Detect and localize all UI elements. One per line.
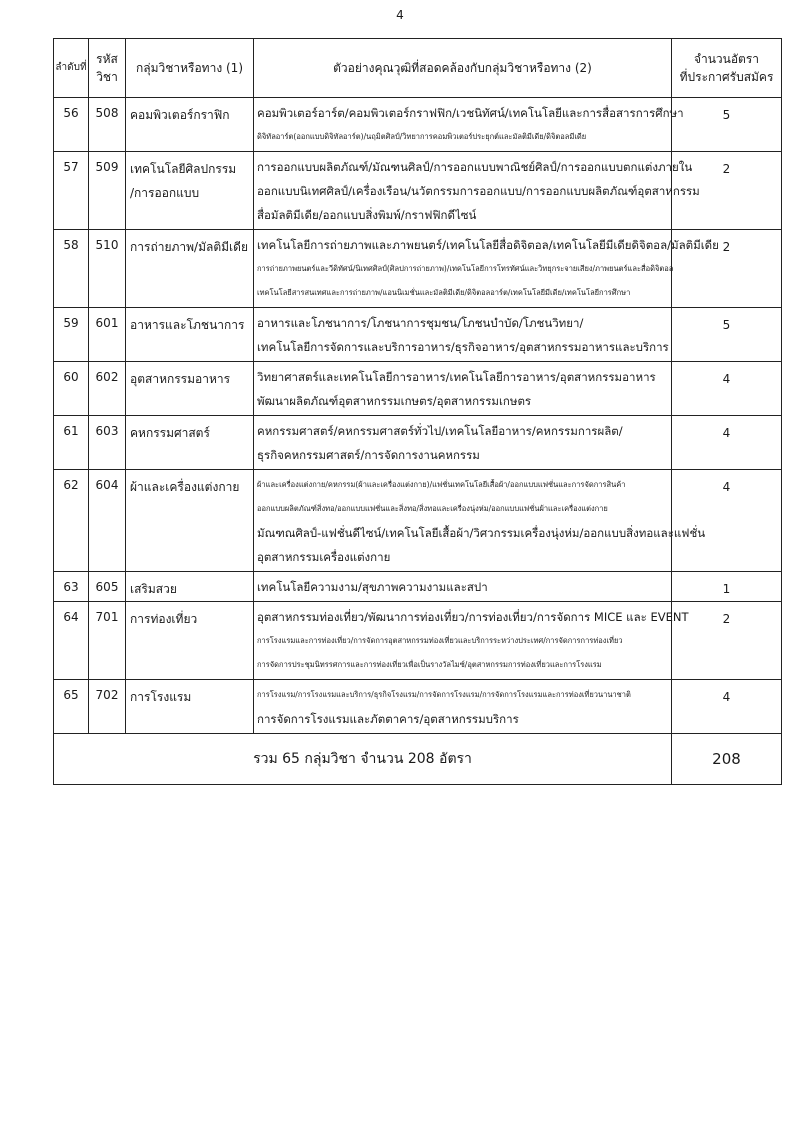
group-line: การท่องเที่ยว [130,612,198,626]
row-count: 2 [672,230,782,308]
table-row [54,416,782,470]
header-qualifications: ตัวอย่างคุณวุฒิที่สอดคล้องกับกลุ่มวิชาหรือทาง (2) [254,39,672,98]
group-line: อุตสาหกรรมอาหาร [130,372,231,386]
row-count: 2 [672,602,782,680]
qualification-line: เทคโนโลยีการถ่ายภาพและภาพยนตร์/เทคโนโลยีสื่อดิจิตอล/เทคโนโลยีมีเดียดิจิตอล/มัลติมีเดีย [257,238,719,252]
row-group [126,308,254,362]
row-code: 510 [89,230,126,308]
row-qualifications [254,602,689,680]
row-count: 2 [672,152,782,230]
row-code: 602 [89,362,126,416]
qualification-line: ธุรกิจคหกรรมศาสตร์/การจัดการงานคหกรรม [257,448,480,462]
qualification-line: คหกรรมศาสตร์/คหกรรมศาสตร์ทั่วไป/เทคโนโลยีอาหาร/คหกรรมการผลิต/ [257,424,623,438]
table-row [54,470,782,572]
row-order: 57 [54,152,89,230]
qualification-line: ออกแบบผลิตภัณฑ์สิ่งทอ/ออกแบบแฟชั่นและสิ่งทอ/สิ่งทอและเครื่องนุ่งห่ม/ออกแบบแฟชั่นผ้าและเครื่องแต่งกาย [257,504,608,513]
qualification-line: มัณฑณศิลป์-แฟชั่นดีไซน์/เทคโนโลยีเสื้อผ้า/วิศวกรรมเครื่องนุ่งห่ม/ออกแบบสิ่งทอและแฟชั่น [257,526,706,540]
qualification-line: ออกแบบนิเทศศิลป์/เครื่องเรือน/นวัตกรรมการออกแบบ/การออกแบบผลิตภัณฑ์อุตสาหกรรม [257,184,700,198]
row-code: 508 [89,98,126,152]
row-group [126,470,254,572]
row-group [126,152,254,230]
row-group [126,602,254,680]
qualification-line: การถ่ายภาพยนตร์และวีดิทัศน์/นิเทศศิลป์(ศิลปการถ่ายภาพ)/เทคโนโลยีการโทรทัศน์และวิทยุกระจายเสียง/ภาพยนตร์และสื่อดิจิตอล [257,264,674,273]
row-count: 4 [672,416,782,470]
row-code: 603 [89,416,126,470]
group-line: ผ้าและเครื่องแต่งกาย [130,480,240,494]
qualification-line: วิทยาศาสตร์และเทคโนโลยีการอาหาร/เทคโนโลยีการอาหาร/อุตสาหกรรมอาหาร [257,370,656,384]
row-code: 509 [89,152,126,230]
row-group [126,362,254,416]
row-order: 64 [54,602,89,680]
row-qualifications [254,680,672,734]
qualification-line: การจัดการโรงแรมและภัตตาคาร/อุตสาหกรรมบริการ [257,712,519,726]
row-order: 60 [54,362,89,416]
total-row [54,734,782,785]
row-group [126,230,254,308]
qualification-line: การโรงแรม/การโรงแรมและบริการ/ธุรกิจโรงแรม/การจัดการโรงแรม/การจัดการโรงแรมและการท่องเที่ยวนานาชาติ [257,690,631,699]
group-line: การโรงแรม [130,690,192,704]
total-label: รวม 65 กลุ่มวิชา จำนวน 208 อัตรา [54,734,672,785]
header-group: กลุ่มวิชาหรือทาง (1) [126,39,254,98]
table-row [54,362,782,416]
row-count: 4 [672,362,782,416]
table-row [54,98,782,152]
row-order: 58 [54,230,89,308]
qualification-line: เทคโนโลยีการจัดการและบริการอาหาร/ธุรกิจอาหาร/อุตสาหกรรมอาหารและบริการ [257,340,669,354]
page-number: 4 [396,8,404,22]
qualification-line: เทคโนโลยีความงาม/สุขภาพความงามและสปา [257,580,488,594]
row-group [126,572,254,602]
row-order: 59 [54,308,89,362]
row-qualifications [254,362,672,416]
row-count: 4 [672,470,782,572]
qualification-line: สื่อมัลติมีเดีย/ออกแบบสิ่งพิมพ์/กราฟฟิกดีไซน์ [257,208,477,222]
row-group [126,416,254,470]
qualification-line: ผ้าและเครื่องแต่งกาย/คหกรรม(ผ้าและเครื่องแต่งกาย)/แฟชั่นเทคโนโลยีเสื้อผ้า/ออกแบบแฟชั่นและการจัดการสินค้า [257,480,626,489]
row-qualifications [254,152,700,230]
table-row [54,308,782,362]
row-code: 601 [89,308,126,362]
row-qualifications [254,416,672,470]
positions-table [53,38,782,785]
table-row [54,602,782,680]
table-header-row [54,39,782,98]
row-order: 61 [54,416,89,470]
row-qualifications [254,572,672,602]
qualification-line: อาหารและโภชนาการ/โภชนาการชุมชน/โภชนบำบัด/โภชนวิทยา/ [257,316,584,330]
row-qualifications [254,308,672,362]
group-line: อาหารและโภชนาการ [130,318,245,332]
header-count: จำนวนอัตรา ที่ประกาศรับสมัคร [672,39,782,98]
qualification-line: การจัดการประชุมนิทรรศการและการท่องเที่ยวเพื่อเป็นรางวัลไมซ์/อุตสาหกรรมการท่องเที่ยวและการโรงแรม [257,660,602,669]
qualification-line: การออกแบบผลิตภัณฑ์/มัณฑนศิลป์/การออกแบบพาณิชย์ศิลป์/การออกแบบตกแต่งภายใน [257,160,693,174]
qualification-line: อุตสาหกรรมท่องเที่ยว/พัฒนาการท่องเที่ยว/การท่องเที่ยว/การจัดการ MICE และ EVENT [257,610,689,624]
row-code: 605 [89,572,126,602]
header-code: รหัส วิชา [89,39,126,98]
row-count: 4 [672,680,782,734]
table-row [54,680,782,734]
row-count: 1 [672,572,782,602]
row-qualifications [254,470,706,572]
qualification-line: พัฒนาผลิตภัณฑ์อุตสาหกรรมเกษตร/อุตสาหกรรมเกษตร [257,394,532,408]
qualification-line: อุตสาหกรรมเครื่องแต่งกาย [257,550,391,564]
row-count: 5 [672,98,782,152]
group-line: เทคโนโลยีศิลปกรรม [130,162,237,176]
group-line: การถ่ายภาพ/มัลติมีเดีย [130,240,248,254]
row-qualifications [254,98,684,152]
row-group [126,680,254,734]
row-order: 56 [54,98,89,152]
qualification-line: คอมพิวเตอร์อาร์ต/คอมพิวเตอร์กราฟฟิก/เวชนิทัศน์/เทคโนโลยีและการสื่อสารการศึกษา [257,106,684,120]
qualification-line: ดิจิทัลอาร์ต(ออกแบบดิจิทัลอาร์ต)/นฤมิตศิลป์/วิทยาการคอมพิวเตอร์ประยุกต์และมัลติมีเดีย/ดิจิตอลมีเดีย [257,132,587,141]
group-line: คหกรรมศาสตร์ [130,426,210,440]
group-line: คอมพิวเตอร์กราฟิก [130,108,230,122]
qualification-line: เทคโนโลยีสารสนเทศและการถ่ายภาพ/แอนนิเมชั่นและมัลติมีเดีย/ดิจิตอลอาร์ต/เทคโนโลยีมีเดีย/เทคโนโลยีการศึกษา [257,288,631,297]
row-order: 63 [54,572,89,602]
row-code: 701 [89,602,126,680]
qualification-line: การโรงแรมและการท่องเที่ยว/การจัดการอุตสาหกรรมท่องเที่ยวและบริการระหว่างประเทศ/การจัดการการท่องเที่ยว [257,636,623,645]
total-count: 208 [672,734,782,785]
row-group [126,98,254,152]
row-code: 702 [89,680,126,734]
row-order: 62 [54,470,89,572]
group-line: เสริมสวย [130,582,177,596]
table-row [54,572,782,602]
row-count: 5 [672,308,782,362]
row-code: 604 [89,470,126,572]
row-order: 65 [54,680,89,734]
table-row [54,152,782,230]
table-row [54,230,782,308]
group-line: /การออกแบบ [130,186,200,200]
header-order: ลำดับที่ [54,39,89,98]
row-qualifications [254,230,719,308]
